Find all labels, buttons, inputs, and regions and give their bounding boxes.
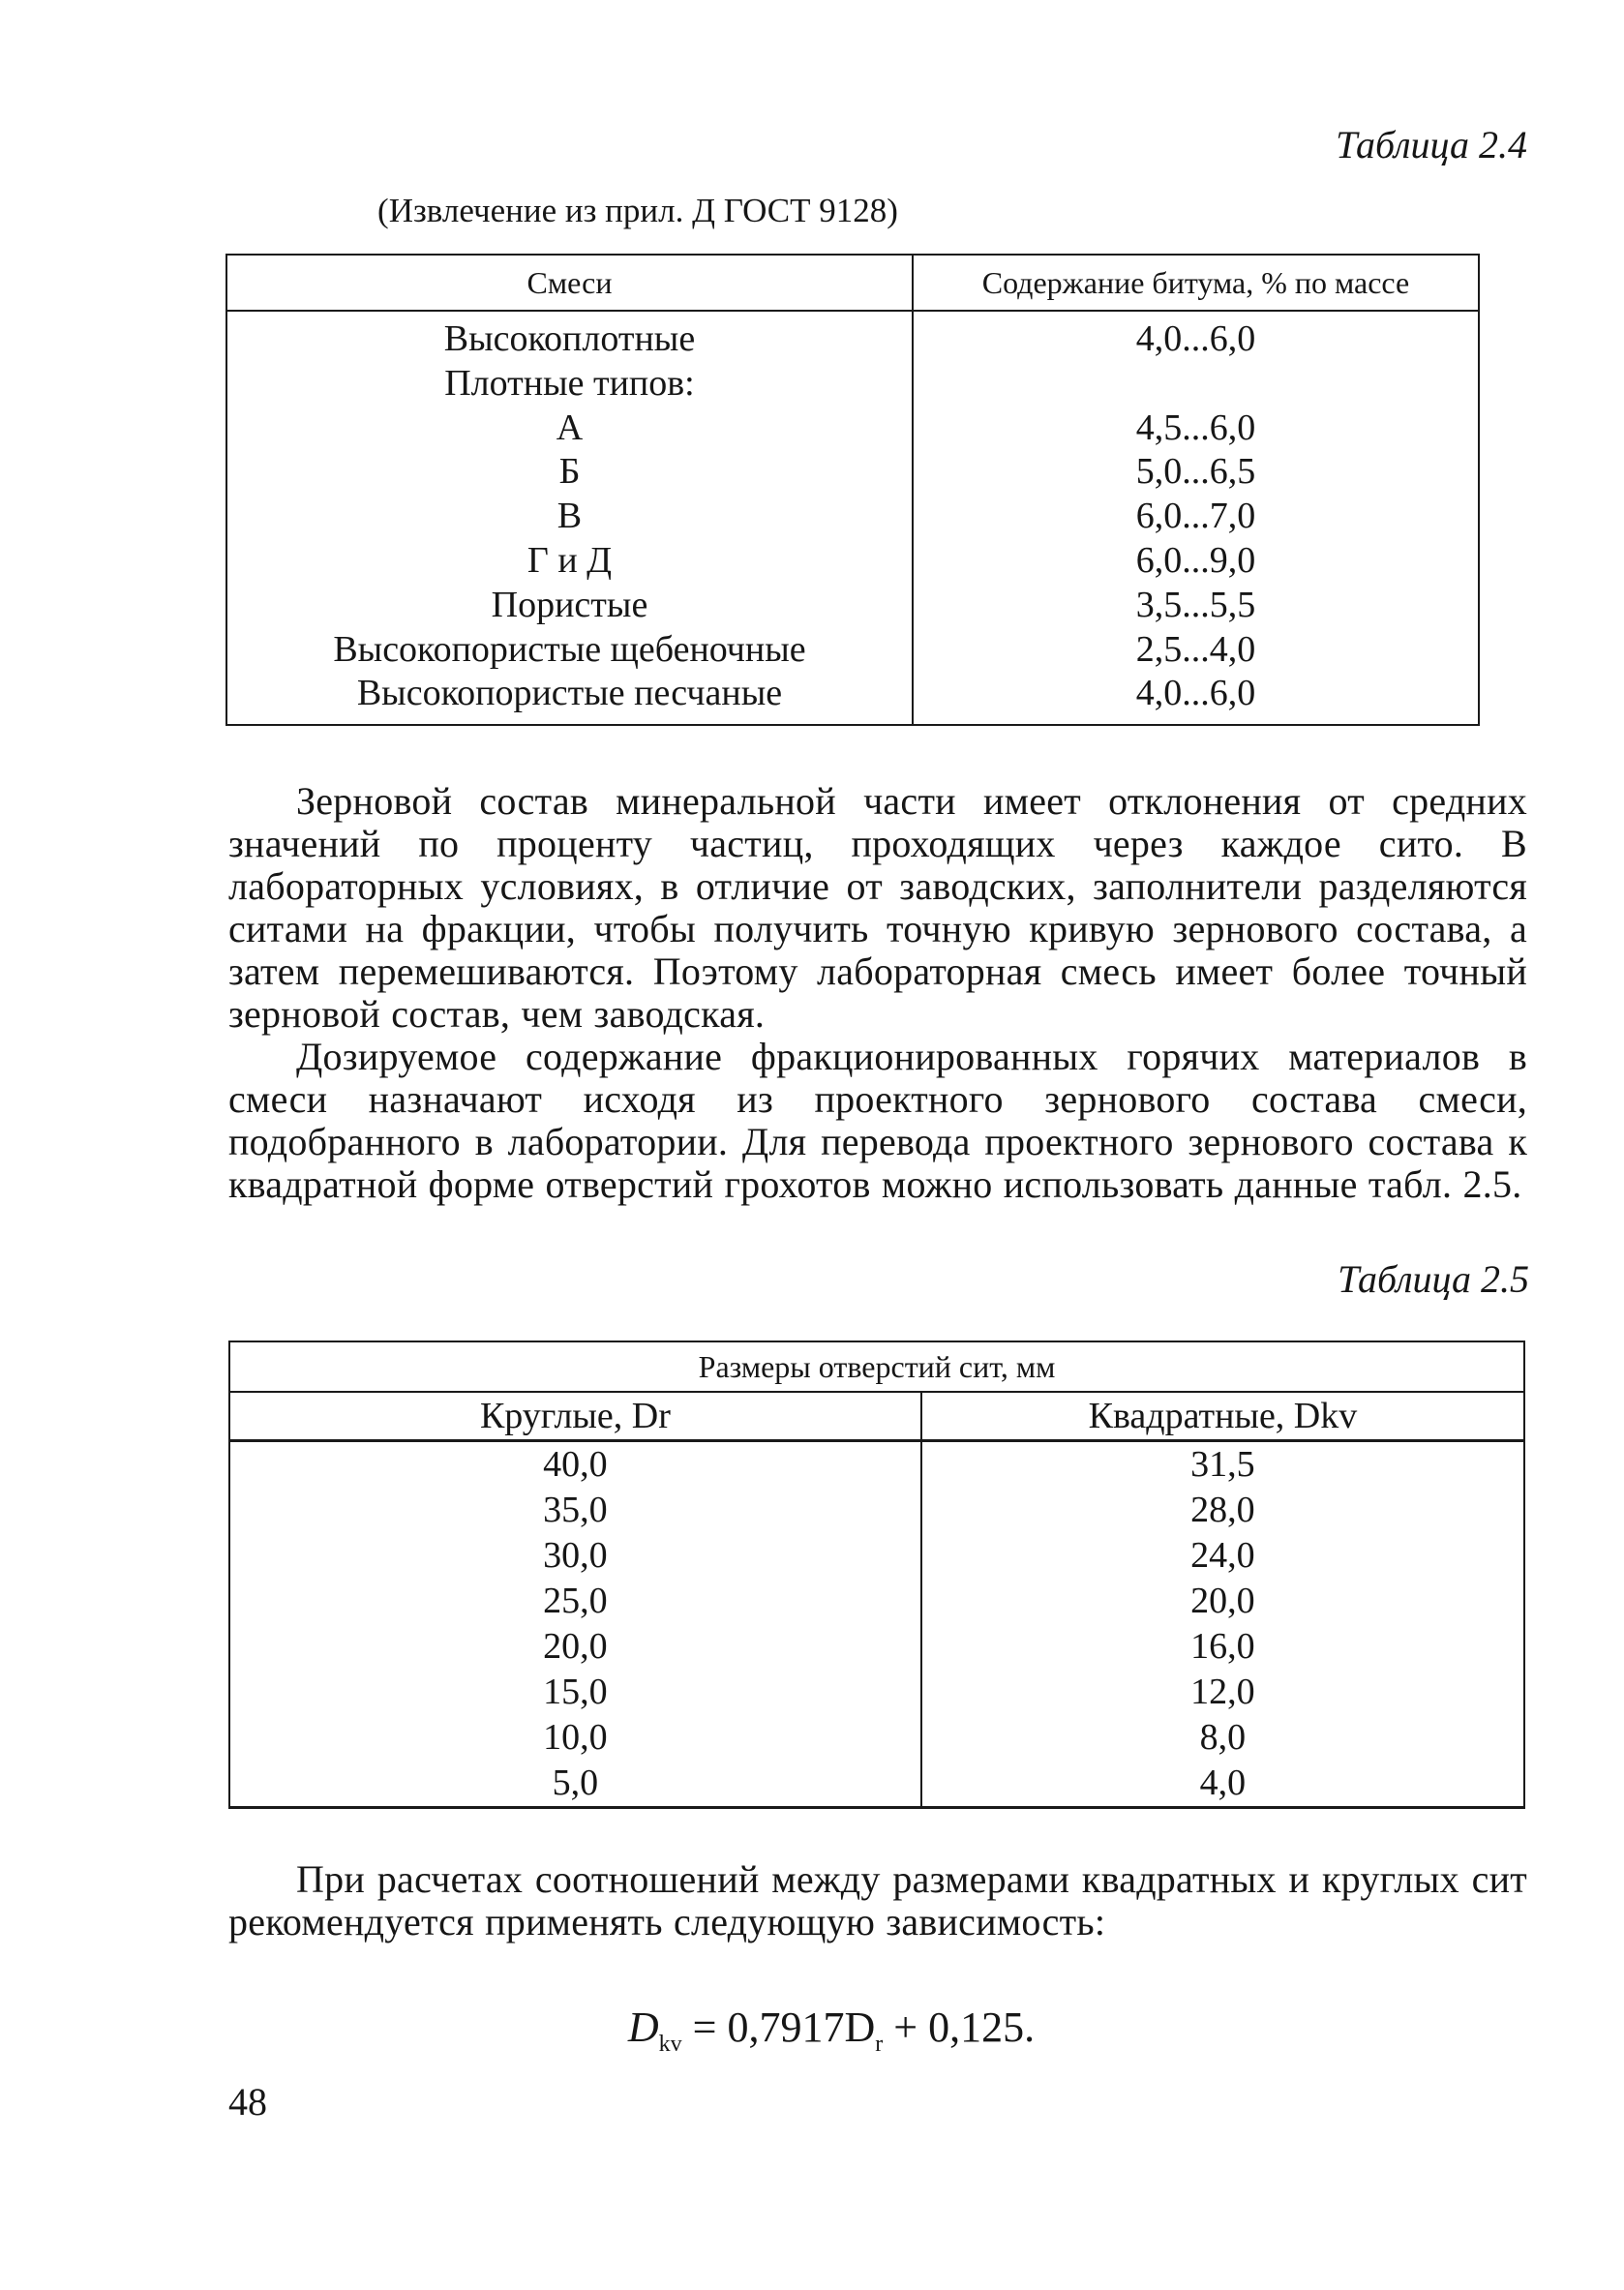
table-sieve-sizes [228, 1341, 1525, 1809]
table-row [226, 362, 1479, 407]
paragraph-sieve-relation: При расчетах соотношений между размерами квадратных и круглых сит рекомендуется применять следующую зависимость: [228, 1857, 1527, 1943]
bitumen-range: 6,0...7,0 [913, 495, 1479, 539]
paragraph-grain-composition: Зерновой состав минеральной части имеет отклонения от средних значений по проценту частиц, проходящих через каждое сито. В лабораторных условиях, в отличие от заводских, заполнители разделяются ситами на фракции, чтобы получить точную кривую зернового состава, а затем перемешиваются. Поэтому лабораторная смесь имеет более точный зерновой состав, чем заводская. [228, 779, 1527, 1036]
table-row [226, 311, 1479, 362]
table-row [229, 1533, 1524, 1579]
header-mixtures: Смеси [226, 255, 913, 311]
header-round: Круглые, Dr [229, 1392, 921, 1441]
round-size: 10,0 [229, 1715, 921, 1761]
bitumen-range: 4,5...6,0 [913, 407, 1479, 451]
table-row [226, 628, 1479, 673]
mixture-name: Высокоплотные [226, 311, 913, 362]
header-sieve-sizes: Размеры отверстий сит, мм [229, 1341, 1524, 1392]
header-bitumen-content: Содержание битума, % по массе [913, 255, 1479, 311]
bitumen-range: 5,0...6,5 [913, 450, 1479, 495]
table-row [229, 1761, 1524, 1808]
table-row [226, 672, 1479, 725]
table-group-header-row [229, 1341, 1524, 1392]
square-size: 20,0 [921, 1579, 1524, 1624]
formula-coefficient: = 0,7917D [681, 2004, 876, 2051]
table-2-4-caption: Таблица 2.4 [1336, 123, 1527, 166]
table-row [226, 407, 1479, 451]
table-2-4-subtitle: (Извлечение из прил. Д ГОСТ 9128) [377, 192, 898, 229]
formula-rhs-subscript: r [875, 2032, 884, 2057]
table-2-5-caption: Таблица 2.5 [1338, 1257, 1529, 1301]
table-row [226, 450, 1479, 495]
paragraph-dosing: Дозируемое содержание фракционированных горячих материалов в смеси назначают исходя из проектного зернового состава смеси, подобранного в лаборатории. Для перевода проектного зернового состава к квадратной форме отверстий грохотов можно использовать данные табл. 2.5. [228, 1035, 1527, 1206]
round-size: 20,0 [229, 1624, 921, 1670]
bitumen-range: 4,0...6,0 [913, 672, 1479, 725]
square-size: 28,0 [921, 1488, 1524, 1533]
mixture-name: Б [226, 450, 913, 495]
bitumen-range: 2,5...4,0 [913, 628, 1479, 673]
table-row [226, 539, 1479, 584]
header-square: Квадратные, Dkv [921, 1392, 1524, 1441]
mixture-name: Г и Д [226, 539, 913, 584]
bitumen-range [913, 362, 1479, 407]
bitumen-range: 6,0...9,0 [913, 539, 1479, 584]
table-row [229, 1488, 1524, 1533]
square-size: 12,0 [921, 1670, 1524, 1715]
round-size: 15,0 [229, 1670, 921, 1715]
page-number: 48 [228, 2080, 267, 2124]
table-header-row [226, 255, 1479, 311]
table-row [229, 1579, 1524, 1624]
table-bitumen-content [226, 254, 1480, 726]
formula-lhs-subscript: kv [658, 2032, 682, 2057]
table-header-row [229, 1392, 1524, 1441]
square-size: 24,0 [921, 1533, 1524, 1579]
round-size: 25,0 [229, 1579, 921, 1624]
round-size: 35,0 [229, 1488, 921, 1533]
square-size: 16,0 [921, 1624, 1524, 1670]
table-row [229, 1670, 1524, 1715]
table-row [229, 1441, 1524, 1489]
bitumen-range: 4,0...6,0 [913, 311, 1479, 362]
table-row [226, 495, 1479, 539]
bitumen-range: 3,5...5,5 [913, 584, 1479, 628]
square-size: 4,0 [921, 1761, 1524, 1808]
sieve-formula [0, 2004, 1624, 2068]
table-row [229, 1715, 1524, 1761]
formula-constant: + 0,125. [883, 2004, 1036, 2051]
formula-lhs-variable: D [627, 2004, 659, 2051]
square-size: 31,5 [921, 1441, 1524, 1489]
table-row [229, 1624, 1524, 1670]
round-size: 30,0 [229, 1533, 921, 1579]
mixture-name: Пористые [226, 584, 913, 628]
mixture-name: Высокопористые щебеночные [226, 628, 913, 673]
table-row [226, 584, 1479, 628]
mixture-name: А [226, 407, 913, 451]
mixture-name: Плотные типов: [226, 362, 913, 407]
mixture-name: Высокопористые песчаные [226, 672, 913, 725]
round-size: 40,0 [229, 1441, 921, 1489]
round-size: 5,0 [229, 1761, 921, 1808]
mixture-name: В [226, 495, 913, 539]
square-size: 8,0 [921, 1715, 1524, 1761]
